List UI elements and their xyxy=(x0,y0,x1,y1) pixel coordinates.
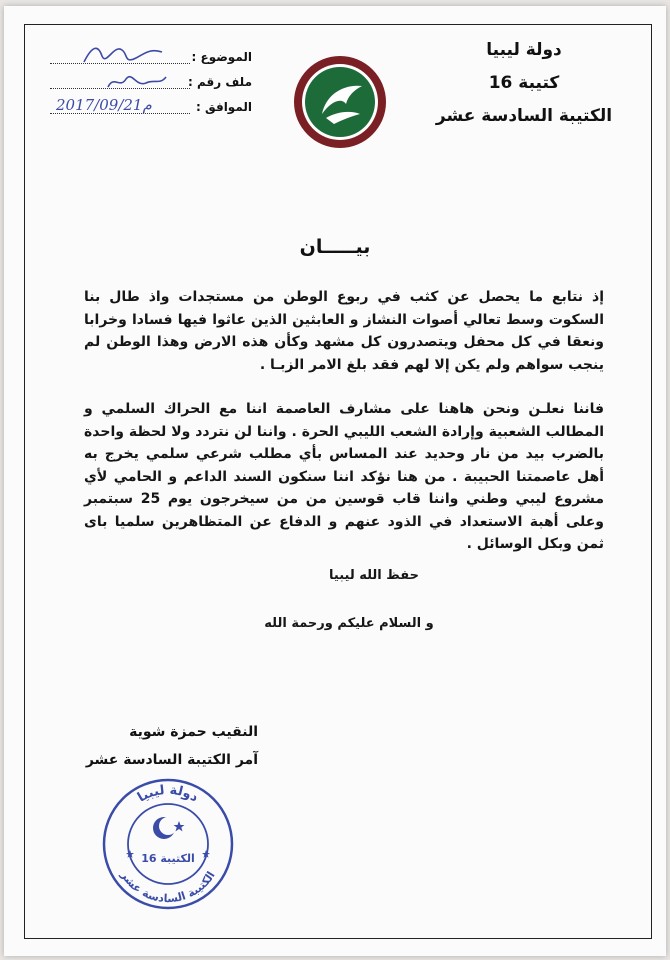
file-scribble-icon xyxy=(102,67,172,95)
statement-paragraph-1: إذ نتابع ما يحصل عن كثب في ربوع الوطن من مستجدات واذ طال بنا السكوت وسط تعالي أصوات النشاز و العابثين الذين عاثوا فيها فسادا وخرابا ونعقا في كل محفل ويتصدرون كل مشهد وكأن هذه الارض وهذا الوطن لم ينجب سواهم ولم يكن إلا لهم فقد بلغ الامر الزبـا . xyxy=(84,289,604,373)
document-title: بيـــــان xyxy=(299,236,371,258)
stamp-top-text: دولة ليبيا xyxy=(135,782,201,806)
battalion-name: الكتيبة السادسة عشر xyxy=(435,106,613,126)
statement-paragraph-2: فاننا نعلـن ونحن هاهنا على مشارف العاصمة اننا مع الحراك السلمي و المطالب الشعبية وإرادة الشعب الليبي الحرة . واننا لن نتردد ولا لحظة واحدة بالضرب بيد من نار وحديد عند المساس بأي مطلب شرعي سلمي يخرج به أهل عاصمتنا الحبيبة . من هنا نؤكد اننا سنكون السند الداعم و الحامي لأي مشروع ليبي وطني واننا قاب قوسين من من سيخرجون يوم 25 سبتمبر وعلى أهبة الاستعداد في الذود عنهم و الدفاع عن المتظاهرين سلميا باى ثمن وبكل الوسائل . xyxy=(84,401,604,552)
letterhead-right xyxy=(424,34,624,133)
date-value: 2017/09/21م xyxy=(56,96,152,114)
signatory-position: آمر الكتيبة السادسة عشر xyxy=(85,752,258,768)
date-label: الموافق : xyxy=(196,100,252,114)
official-stamp xyxy=(100,776,236,912)
date-row xyxy=(42,96,252,121)
closing-prayer: حفظ الله ليبيا xyxy=(329,568,419,583)
battalion-number: كتيبة 16 xyxy=(488,73,560,93)
file-label: ملف رقم : xyxy=(188,75,252,89)
document-page xyxy=(4,6,666,956)
stamp-center-text: الكتيبة 16 xyxy=(141,852,195,865)
svg-text:دولة ليبيا xyxy=(135,783,201,806)
salutation: و السلام عليكم ورحمة الله xyxy=(264,616,434,631)
stamp-bottom-text: الكتيبة السادسة عشر xyxy=(118,869,218,906)
state-name: دولة ليبيا xyxy=(486,40,562,60)
signatory-name: النقيب حمزة شوية xyxy=(129,724,258,740)
subject-scribble-icon xyxy=(78,40,168,70)
svg-text:الكتيبة السادسة عشر xyxy=(118,868,218,905)
letterhead-left xyxy=(42,46,252,121)
battalion-logo xyxy=(292,54,388,150)
file-row xyxy=(42,71,252,96)
subject-label: الموضوع : xyxy=(191,50,252,64)
